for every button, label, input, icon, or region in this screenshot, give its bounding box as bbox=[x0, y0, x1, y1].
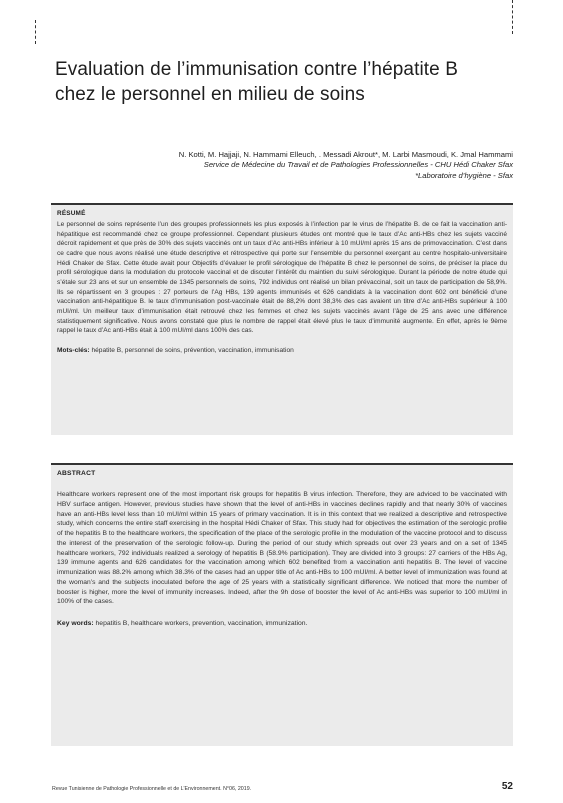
affiliation-primary: Service de Médecine du Travail et de Pathologies Professionnelles - CHU Hédi Chaker Sfax bbox=[203, 160, 513, 170]
abstract-keywords-label: Key words: bbox=[57, 620, 94, 627]
abstract-box bbox=[51, 463, 513, 746]
resume-keywords-label: Mots-clés: bbox=[57, 346, 90, 354]
title-line-2: chez le personnel en milieu de soins bbox=[55, 84, 365, 105]
author-block bbox=[43, 150, 513, 181]
article-title bbox=[55, 57, 525, 107]
abstract-text: Healthcare workers represent one of the most important risk groups for hepatitis B virus infection. Therefore, they are adviced to be vaccinated with HBV surface antigen. However, previous studies have shown that the level of anti-HBs in vaccines declines rapidly and that nearly 30% of vaccines have an anti-HBs level less than 10 mUI/ml within 15 years of primary vaccination. It is in this context that we realized a descriptive and retrospective study, which concerns the entire staff exercising in the hospital Hédi Chaker of Sfax. This study had for objectives the estimation of the serologic profile of the hepatitis B to the healthcare workers, the specification of the place of the serologic profile in the modulation of the vaccine protocol and to discuss the interest of the preservation of the serologic follow-up. During the period of our study which spreads out over 23 years and on a set of 1345 healthcare workers, 792 individuals realized a serology of hepatitis B (58.9% participation). They are divided into 3 groups: 27 carriers of the HBs Ag, 139 immune agents and 626 candidates for the vaccination among which 602 benefited from a vaccination anti hepatitis B. The level of vaccine immunization was 88.2% among which 38.3% of the cases had an upper title of Ac anti-HBs to 100 mUI/ml. A better level of immunization was found at the woman’s and the subjects inoculated before the age of 25 years with a statistically significant difference. We noticed that more the number of booster is higher, more the level of immunity increases. Indeed, after the 9h dose of booster the level of Ac anti-HBs was superior to 100 mUI/ml in 100% of the cases. bbox=[57, 491, 507, 606]
resume-keywords bbox=[57, 346, 507, 355]
crop-mark-right bbox=[512, 0, 514, 34]
abstract-keywords bbox=[57, 619, 507, 628]
page-number: 52 bbox=[501, 781, 513, 792]
resume-heading: RÉSUMÉ bbox=[57, 210, 86, 217]
crop-mark-left bbox=[35, 20, 37, 44]
resume-text: Le personnel de soins représente l’un des groupes professionnels les plus exposés à l’infection par le virus de l’hépatite B. de ce fait la vaccination anti-hépatitique est recommandé chez ce groupe professionnel. Cependant plusieurs études ont montré que le taux d’Ac anti-HBs chez les sujets vacciné décroit rapidement et que près de 30% des sujets vaccinés ont un taux d’Ac anti-HBs inférieur à 10 mUI/ml après 15 ans de primovaccination. C’est dans ce cadre que nous avons réalisé une étude descriptive et rétrospective qui porte sur l’ensemble du personnel exerçant au centre hospitalo-universitaire Hédi Chaker de Sfax. Cette étude avait pour Objectifs d’évaluer le profil sérologique de l’hépatite B chez le personnel de soins, de préciser la place du profil sérologique dans la modulation du protocole vaccinal et de discuter l’intérêt du maintien du suivi sérologique. Durant la période de notre étude qui s’étale sur 23 ans et sur un ensemble de 1345 personnels de soins, 792 individus ont réalisé un bilan prévaccinal, soit un taux de participation de 58,9%. Ils se répartissent en 3 groupes : 27 porteurs de l’Ag HBs, 139 agents immunisés et 626 candidats à la vaccination dont 602 ont bénéficié d’une vaccination anti-hépatitique B. le taux d’immunisation post-vaccinale était de 88,2% dont 38,3% des cas avaient un titre d’Ac anti-HBs supérieur à 100 mUI/ml. Un meilleur taux d’immunisation était retrouvé chez les femmes et chez les sujets vaccinés avant l’âge de 25 ans avec une différence statistiquement significative. Nous avons constaté que plus le nombre de rappel était élevé plus le taux d’immunité augmente. En effet, après le 9ème rappel le taux d’Ac anti-HBs était à 100 mUI/ml dans 100% des cas. bbox=[57, 221, 507, 335]
resume-box bbox=[51, 203, 513, 435]
author-list: N. Kotti, M. Hajjaji, N. Hammami Elleuch, . Messadi Akrout*, M. Larbi Masmoudi, K. Jmal Hammami bbox=[178, 150, 513, 159]
abstract-heading: ABSTRACT bbox=[57, 470, 96, 477]
title-line-1: Evaluation de l’immunisation contre l’hépatite B bbox=[55, 59, 458, 80]
affiliation-secondary: *Laboratoire d’hygiène - Sfax bbox=[415, 170, 513, 180]
resume-keywords-list: hépatite B, personnel de soins, prévention, vaccination, immunisation bbox=[91, 346, 294, 354]
journal-footer: Revue Tunisienne de Pathologie Professionnelle et de L’Environnement. N°06, 2019. bbox=[52, 786, 252, 792]
abstract-keywords-list: hepatitis B, healthcare workers, prevention, vaccination, immunization. bbox=[95, 620, 308, 627]
